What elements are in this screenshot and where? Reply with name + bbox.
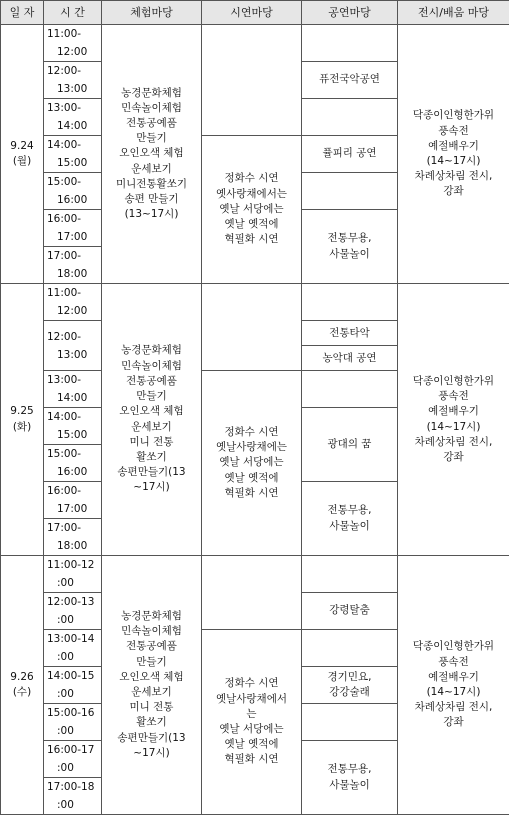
date-cell: 9.25 (화) — [1, 284, 44, 556]
date-cell: 9.24 (월) — [1, 25, 44, 284]
performance-item: 전통무용, 사물놀이 — [302, 210, 398, 284]
time-slot: 14:00-15 :00 — [44, 667, 102, 704]
performance-empty-cell — [302, 371, 398, 408]
experience-program: 농경문화체험 민속놀이체험 전통공예품 만들기 오인오색 체험 운세보기 미니전통활쏘기 송편 만들기 (13~17시) — [102, 25, 202, 284]
time-slot: 14:00- 15:00 — [44, 408, 102, 445]
time-slot: 14:00- 15:00 — [44, 136, 102, 173]
table-row — [1, 556, 509, 593]
header-exhibition: 전시/배움 마당 — [398, 1, 509, 25]
experience-program: 농경문화체험 민속놀이체험 전통공예품 만들기 오인오색 체험 운세보기 미니 전통 활쏘기 송편만들기(13 ~17시) — [102, 556, 202, 815]
time-slot: 15:00- 16:00 — [44, 173, 102, 210]
time-slot: 16:00-17 :00 — [44, 741, 102, 778]
performance-empty-cell — [302, 630, 398, 667]
time-slot: 12:00- 13:00 — [44, 321, 102, 371]
time-slot: 16:00- 17:00 — [44, 482, 102, 519]
header-date: 일 자 — [1, 1, 44, 25]
time-slot: 12:00- 13:00 — [44, 62, 102, 99]
table-row — [1, 25, 509, 62]
performance-item: 전통무용, 사물놀이 — [302, 741, 398, 815]
experience-program: 농경문화체험 민속놀이체험 전통공예품 만들기 오인오색 체험 운세보기 미니 전통 활쏘기 송편만들기(13 ~17시) — [102, 284, 202, 556]
header-row — [1, 1, 509, 25]
performance-item: 퓨전국악공연 — [302, 62, 398, 99]
performance-empty-cell — [302, 25, 398, 62]
time-slot: 13:00- 14:00 — [44, 371, 102, 408]
header-time: 시 간 — [44, 1, 102, 25]
performance-item: 전통타악 — [302, 321, 397, 346]
demo-program: 정화수 시연 옛날사랑채에서 는 옛날 서당에는 옛날 옛적에 혁필화 시연 — [202, 630, 302, 815]
time-slot: 11:00-12 :00 — [44, 556, 102, 593]
time-slot: 17:00- 18:00 — [44, 519, 102, 556]
performance-empty-cell — [302, 173, 398, 210]
header-performance: 공연마당 — [302, 1, 398, 25]
performance-item: 퓰피리 공연 — [302, 136, 398, 173]
demo-empty-cell — [202, 284, 302, 371]
performance-empty-cell — [302, 704, 398, 741]
demo-empty-cell — [202, 556, 302, 630]
header-demo: 시연마당 — [202, 1, 302, 25]
date-cell: 9.26 (수) — [1, 556, 44, 815]
performance-empty-cell — [302, 284, 398, 321]
time-slot: 11:00- 12:00 — [44, 25, 102, 62]
time-slot: 13:00- 14:00 — [44, 99, 102, 136]
performance-item: 광대의 꿈 — [302, 408, 398, 482]
time-slot: 15:00-16 :00 — [44, 704, 102, 741]
performance-item: 강령탈춤 — [302, 593, 398, 630]
time-slot: 17:00-18 :00 — [44, 778, 102, 815]
header-experience: 체험마당 — [102, 1, 202, 25]
time-slot: 17:00- 18:00 — [44, 247, 102, 284]
exhibition-program: 닥종이인형한가위 풍속전 예절배우기 (14~17시) 차례상차림 전시, 강좌 — [398, 25, 509, 284]
performance-empty-cell — [302, 99, 398, 136]
time-slot: 15:00- 16:00 — [44, 445, 102, 482]
demo-program: 정화수 시연 옛사랑채에서는 옛날 서당에는 옛날 옛적에 혁필화 시연 — [202, 136, 302, 284]
table-row — [1, 284, 509, 321]
time-slot: 11:00- 12:00 — [44, 284, 102, 321]
performance-split-cell — [302, 321, 398, 371]
time-slot: 16:00- 17:00 — [44, 210, 102, 247]
performance-empty-cell — [302, 556, 398, 593]
demo-empty-cell — [202, 25, 302, 136]
demo-program: 정화수 시연 옛날사랑채에는 옛날 서당에는 옛날 옛적에 혁필화 시연 — [202, 371, 302, 556]
performance-item: 경기민요, 강강술래 — [302, 667, 398, 704]
exhibition-program: 닥종이인형한가위 풍속전 예절배우기 (14~17시) 차례상차림 전시, 강좌 — [398, 284, 509, 556]
performance-item: 전통무용, 사물놀이 — [302, 482, 398, 556]
time-slot: 12:00-13 :00 — [44, 593, 102, 630]
performance-item: 농악대 공연 — [302, 346, 397, 370]
exhibition-program: 닥종이인형한가위 풍속전 예절배우기 (14~17시) 차례상차림 전시, 강좌 — [398, 556, 509, 815]
time-slot: 13:00-14 :00 — [44, 630, 102, 667]
